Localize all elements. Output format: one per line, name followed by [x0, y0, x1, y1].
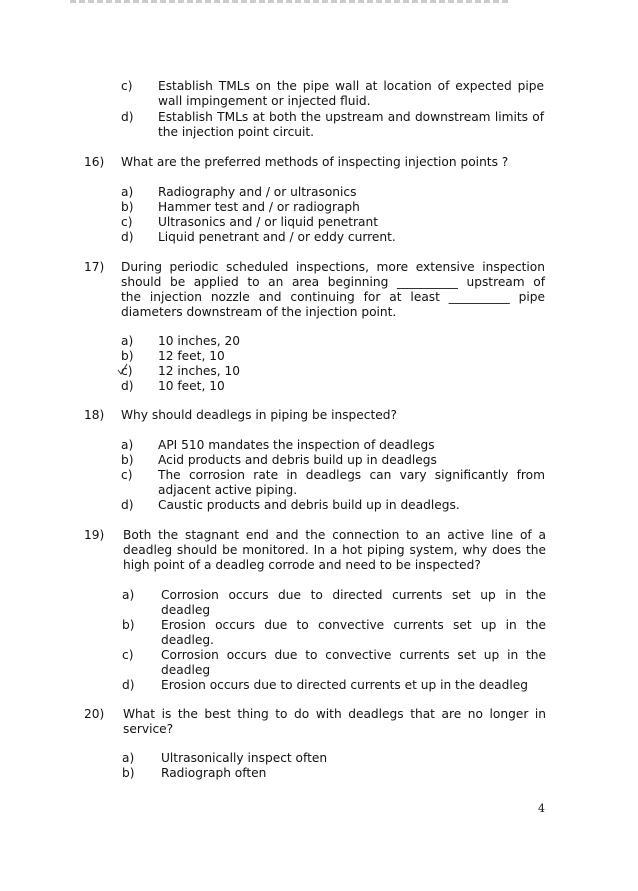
- pen-check-mark: [116, 362, 130, 376]
- question-text: During periodic scheduled inspections, more extensive inspection: [121, 260, 545, 274]
- question-text: diameters downstream of the injection point.: [121, 305, 397, 319]
- question-text: Why should deadlegs in piping be inspected?: [121, 408, 397, 422]
- option-text: Hammer test and / or radiograph: [158, 200, 360, 214]
- option-text: API 510 mandates the inspection of deadlegs: [158, 438, 435, 452]
- option-text: 10 inches, 20: [158, 334, 241, 348]
- option-label: a): [122, 588, 135, 602]
- option-label: b): [121, 453, 134, 467]
- option-label: b): [122, 618, 135, 632]
- option-text: Erosion occurs due to directed currents et up in the deadleg: [161, 678, 528, 692]
- option-text: Establish TMLs at both the upstream and downstream limits of: [158, 110, 544, 124]
- option-text: adjacent active piping.: [158, 483, 298, 497]
- option-label: c): [121, 79, 133, 93]
- option-text: 10 feet, 10: [158, 379, 225, 393]
- option-label: b): [122, 766, 135, 780]
- option-label-marked: c): [121, 364, 133, 378]
- option-label: b): [121, 349, 134, 363]
- option-text: 12 inches, 10: [158, 364, 241, 378]
- scan-edge-line: [70, 0, 508, 3]
- option-text: deadleg.: [161, 633, 214, 647]
- option-label: d): [121, 110, 134, 124]
- option-text: Liquid penetrant and / or eddy current.: [158, 230, 396, 244]
- option-label: c): [122, 648, 134, 662]
- question-text: What are the preferred methods of inspecting injection points ?: [121, 155, 509, 169]
- question-number: 16): [84, 155, 105, 169]
- option-label: a): [121, 334, 134, 348]
- question-text: Both the stagnant end and the connection to an active line of a: [123, 528, 546, 542]
- option-text: Caustic products and debris build up in deadlegs.: [158, 498, 460, 512]
- option-label: a): [122, 751, 135, 765]
- option-label: c): [121, 468, 133, 482]
- question-number: 18): [84, 408, 105, 422]
- option-text: deadleg: [161, 663, 211, 677]
- option-text: Ultrasonically inspect often: [161, 751, 328, 765]
- option-text: deadleg: [161, 603, 211, 617]
- question-text: service?: [123, 722, 174, 736]
- option-text: Radiography and / or ultrasonics: [158, 185, 357, 199]
- option-text: 12 feet, 10: [158, 349, 225, 363]
- option-text: Acid products and debris build up in deadlegs: [158, 453, 437, 467]
- option-label: b): [121, 200, 134, 214]
- option-text: the injection point circuit.: [158, 125, 315, 139]
- option-text: Radiograph often: [161, 766, 267, 780]
- question-text: What is the best thing to do with deadlegs that are no longer in: [123, 707, 546, 721]
- option-label: a): [121, 185, 134, 199]
- question-text: the injection nozzle and continuing for at least __________ pipe: [121, 290, 545, 304]
- question-text: deadleg should be monitored. In a hot piping system, why does the: [123, 543, 546, 557]
- option-text: wall impingement or injected fluid.: [158, 94, 371, 108]
- option-text: Establish TMLs on the pipe wall at location of expected pipe: [158, 79, 544, 93]
- page-number: 4: [538, 802, 545, 815]
- question-text: should be applied to an area beginning __________ upstream of: [121, 275, 545, 289]
- option-label: d): [121, 230, 134, 244]
- option-text: Corrosion occurs due to directed currents set up in the: [161, 588, 546, 602]
- question-number: 19): [84, 528, 105, 542]
- option-text: Erosion occurs due to convective currents set up in the: [161, 618, 546, 632]
- option-text: Corrosion occurs due to convective currents set up in the: [161, 648, 546, 662]
- option-label: d): [121, 498, 134, 512]
- option-label: d): [121, 379, 134, 393]
- option-text: Ultrasonics and / or liquid penetrant: [158, 215, 378, 229]
- option-label: c): [121, 215, 133, 229]
- option-text: The corrosion rate in deadlegs can vary significantly from: [158, 468, 545, 482]
- question-number: 17): [84, 260, 105, 274]
- option-label: d): [122, 678, 135, 692]
- option-label: a): [121, 438, 134, 452]
- question-number: 20): [84, 707, 105, 721]
- question-text: high point of a deadleg corrode and need to be inspected?: [123, 558, 481, 572]
